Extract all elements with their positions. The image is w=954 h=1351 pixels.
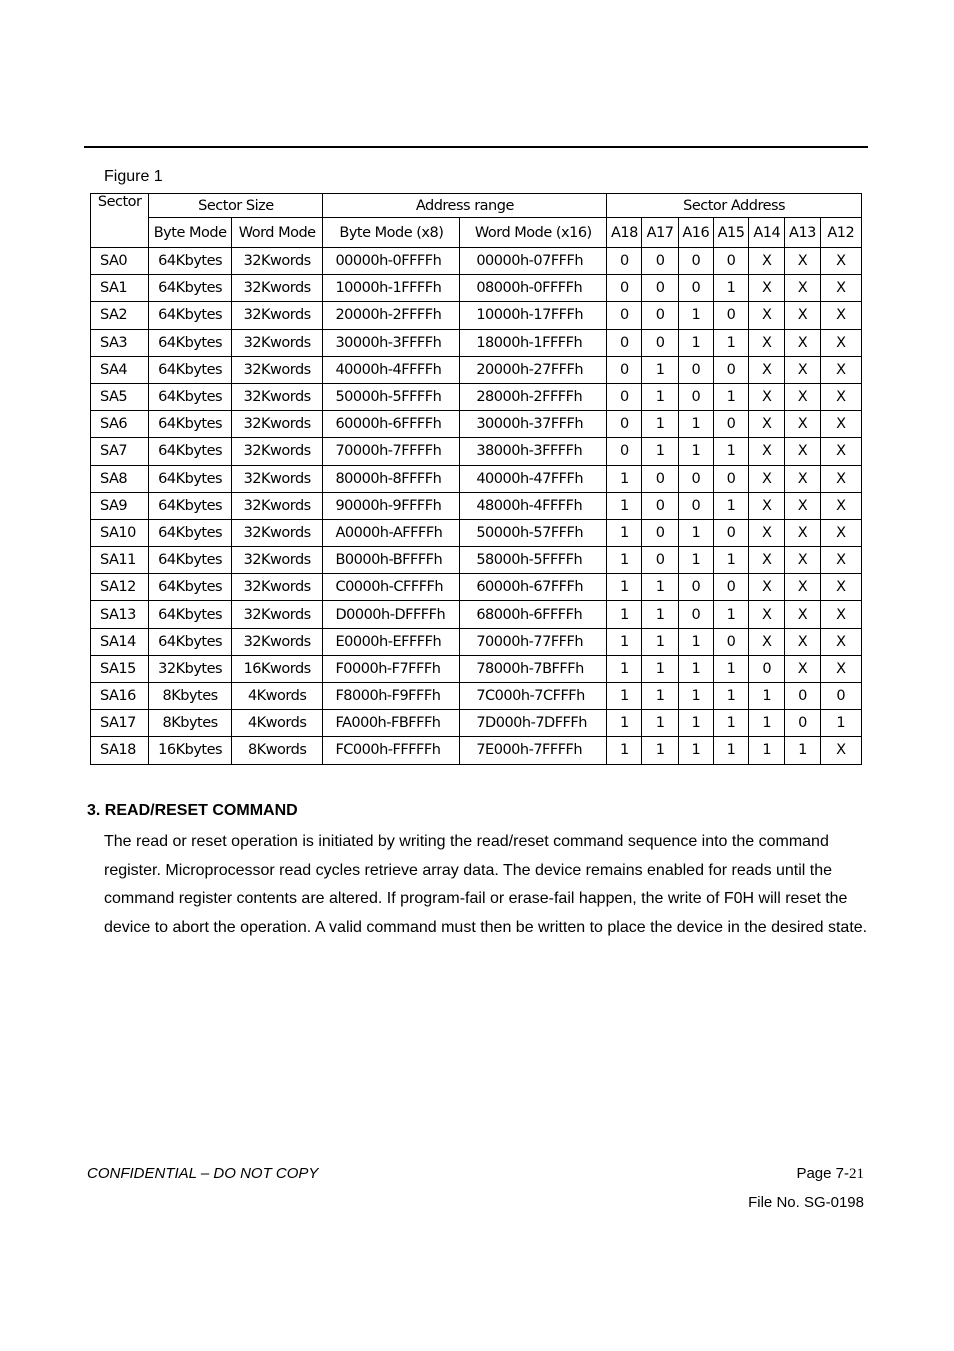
a12-cell: X bbox=[820, 628, 861, 655]
byte-range-cell: 70000h-7FFFFh bbox=[323, 438, 460, 465]
a18-cell: 1 bbox=[607, 683, 642, 710]
a12-cell: X bbox=[820, 275, 861, 302]
byte-range-cell: F0000h-F7FFFh bbox=[323, 655, 460, 682]
a18-cell: 1 bbox=[607, 655, 642, 682]
a16-cell: 0 bbox=[678, 248, 713, 275]
byte-range-cell: 80000h-8FFFFh bbox=[323, 465, 460, 492]
word-size-cell: 32Kwords bbox=[231, 492, 323, 519]
a13-cell: X bbox=[785, 248, 820, 275]
word-size-cell: 32Kwords bbox=[231, 302, 323, 329]
a15-cell: 1 bbox=[713, 383, 748, 410]
sector-name-cell: SA11 bbox=[91, 547, 149, 574]
sector-name-cell: SA14 bbox=[91, 628, 149, 655]
a15-cell: 1 bbox=[713, 601, 748, 628]
a12-cell: X bbox=[820, 574, 861, 601]
byte-range-cell: C0000h-CFFFFh bbox=[323, 574, 460, 601]
byte-size-cell: 64Kbytes bbox=[149, 601, 232, 628]
a13-cell: X bbox=[785, 383, 820, 410]
a14-cell: X bbox=[749, 275, 785, 302]
byte-size-cell: 64Kbytes bbox=[149, 275, 232, 302]
header-row-columns bbox=[91, 218, 862, 248]
page-label: Page 7- bbox=[796, 1165, 849, 1182]
word-size-cell: 32Kwords bbox=[231, 547, 323, 574]
word-size-cell: 32Kwords bbox=[231, 438, 323, 465]
a16-cell: 0 bbox=[678, 275, 713, 302]
a17-cell: 1 bbox=[642, 383, 678, 410]
header-row-groups bbox=[91, 194, 862, 218]
byte-range-cell: 00000h-0FFFFh bbox=[323, 248, 460, 275]
a12-cell: X bbox=[820, 302, 861, 329]
a12-cell: 0 bbox=[820, 683, 861, 710]
word-size-cell: 32Kwords bbox=[231, 574, 323, 601]
word-range-cell: 10000h-17FFFh bbox=[460, 302, 607, 329]
byte-size-cell: 64Kbytes bbox=[149, 329, 232, 356]
a13-cell: X bbox=[785, 519, 820, 546]
word-range-cell: 28000h-2FFFFh bbox=[460, 383, 607, 410]
a18-cell: 0 bbox=[607, 302, 642, 329]
sector-name-cell: SA13 bbox=[91, 601, 149, 628]
table-row bbox=[91, 438, 862, 465]
a13-cell: X bbox=[785, 601, 820, 628]
a16-cell: 1 bbox=[678, 737, 713, 764]
a16-cell: 1 bbox=[678, 302, 713, 329]
a18-cell: 0 bbox=[607, 411, 642, 438]
sector-name-cell: SA10 bbox=[91, 519, 149, 546]
table-row bbox=[91, 383, 862, 410]
a14-cell: 1 bbox=[749, 683, 785, 710]
header-a17: A17 bbox=[642, 218, 678, 248]
byte-size-cell: 64Kbytes bbox=[149, 519, 232, 546]
sector-name-cell: SA12 bbox=[91, 574, 149, 601]
byte-size-cell: 64Kbytes bbox=[149, 628, 232, 655]
a16-cell: 1 bbox=[678, 329, 713, 356]
header-word-mode-x16: Word Mode (x16) bbox=[460, 218, 607, 248]
header-sector: Sector bbox=[91, 194, 149, 248]
sector-name-cell: SA7 bbox=[91, 438, 149, 465]
sector-name-cell: SA6 bbox=[91, 411, 149, 438]
a17-cell: 1 bbox=[642, 655, 678, 682]
a14-cell: 0 bbox=[749, 655, 785, 682]
byte-size-cell: 64Kbytes bbox=[149, 574, 232, 601]
a14-cell: X bbox=[749, 574, 785, 601]
word-size-cell: 32Kwords bbox=[231, 248, 323, 275]
a14-cell: X bbox=[749, 465, 785, 492]
a18-cell: 0 bbox=[607, 248, 642, 275]
header-rule bbox=[84, 146, 868, 148]
byte-range-cell: F8000h-F9FFFh bbox=[323, 683, 460, 710]
a18-cell: 1 bbox=[607, 737, 642, 764]
a12-cell: X bbox=[820, 248, 861, 275]
a14-cell: X bbox=[749, 302, 785, 329]
word-range-cell: 50000h-57FFFh bbox=[460, 519, 607, 546]
a15-cell: 1 bbox=[713, 710, 748, 737]
word-range-cell: 00000h-07FFFh bbox=[460, 248, 607, 275]
a16-cell: 1 bbox=[678, 519, 713, 546]
byte-size-cell: 8Kbytes bbox=[149, 710, 232, 737]
a16-cell: 0 bbox=[678, 574, 713, 601]
word-range-cell: 60000h-67FFFh bbox=[460, 574, 607, 601]
word-size-cell: 32Kwords bbox=[231, 329, 323, 356]
a15-cell: 0 bbox=[713, 574, 748, 601]
a17-cell: 1 bbox=[642, 683, 678, 710]
byte-size-cell: 64Kbytes bbox=[149, 383, 232, 410]
word-range-cell: 30000h-37FFFh bbox=[460, 411, 607, 438]
word-size-cell: 32Kwords bbox=[231, 411, 323, 438]
word-range-cell: 08000h-0FFFFh bbox=[460, 275, 607, 302]
a13-cell: X bbox=[785, 356, 820, 383]
a14-cell: X bbox=[749, 383, 785, 410]
a15-cell: 0 bbox=[713, 628, 748, 655]
byte-size-cell: 64Kbytes bbox=[149, 465, 232, 492]
section-paragraph: The read or reset operation is initiated by writing the read/reset command sequence into the command register. Microprocessor read cycles retrieve array data. The device remains enabled for reads until the command register contents are altered. If program-fail or erase-fail happen, the write of F0H will reset the device to abort the operation. A valid command must then be written to place the device in the desired state. bbox=[104, 833, 868, 937]
a13-cell: X bbox=[785, 329, 820, 356]
byte-size-cell: 64Kbytes bbox=[149, 492, 232, 519]
a12-cell: X bbox=[820, 356, 861, 383]
a17-cell: 1 bbox=[642, 628, 678, 655]
a18-cell: 0 bbox=[607, 438, 642, 465]
a13-cell: X bbox=[785, 574, 820, 601]
a18-cell: 1 bbox=[607, 628, 642, 655]
byte-size-cell: 64Kbytes bbox=[149, 411, 232, 438]
table-row bbox=[91, 628, 862, 655]
table-row bbox=[91, 302, 862, 329]
a17-cell: 1 bbox=[642, 438, 678, 465]
header-byte-mode: Byte Mode bbox=[149, 218, 232, 248]
header-word-mode: Word Mode bbox=[231, 218, 323, 248]
table-row bbox=[91, 710, 862, 737]
a13-cell: 0 bbox=[785, 710, 820, 737]
a18-cell: 1 bbox=[607, 601, 642, 628]
byte-range-cell: 50000h-5FFFFh bbox=[323, 383, 460, 410]
byte-range-cell: 30000h-3FFFFh bbox=[323, 329, 460, 356]
header-a14: A14 bbox=[749, 218, 785, 248]
figure-label: Figure 1 bbox=[104, 168, 163, 185]
word-range-cell: 20000h-27FFFh bbox=[460, 356, 607, 383]
sector-name-cell: SA16 bbox=[91, 683, 149, 710]
table-row bbox=[91, 547, 862, 574]
sector-name-cell: SA15 bbox=[91, 655, 149, 682]
sector-name-cell: SA8 bbox=[91, 465, 149, 492]
a18-cell: 1 bbox=[607, 492, 642, 519]
word-size-cell: 8Kwords bbox=[231, 737, 323, 764]
byte-size-cell: 64Kbytes bbox=[149, 438, 232, 465]
word-size-cell: 4Kwords bbox=[231, 683, 323, 710]
a16-cell: 1 bbox=[678, 710, 713, 737]
word-range-cell: 70000h-77FFFh bbox=[460, 628, 607, 655]
sector-name-cell: SA18 bbox=[91, 737, 149, 764]
a12-cell: X bbox=[820, 655, 861, 682]
a16-cell: 1 bbox=[678, 547, 713, 574]
word-size-cell: 32Kwords bbox=[231, 275, 323, 302]
word-range-cell: 18000h-1FFFFh bbox=[460, 329, 607, 356]
a12-cell: 1 bbox=[820, 710, 861, 737]
table-row bbox=[91, 356, 862, 383]
sector-name-cell: SA2 bbox=[91, 302, 149, 329]
confidential-notice: CONFIDENTIAL – DO NOT COPY bbox=[87, 1165, 319, 1182]
a13-cell: X bbox=[785, 275, 820, 302]
a14-cell: X bbox=[749, 248, 785, 275]
word-size-cell: 32Kwords bbox=[231, 465, 323, 492]
a13-cell: X bbox=[785, 438, 820, 465]
a12-cell: X bbox=[820, 547, 861, 574]
table-row bbox=[91, 465, 862, 492]
a17-cell: 1 bbox=[642, 710, 678, 737]
a16-cell: 0 bbox=[678, 383, 713, 410]
a17-cell: 1 bbox=[642, 601, 678, 628]
sector-table-body bbox=[91, 248, 862, 765]
byte-size-cell: 64Kbytes bbox=[149, 547, 232, 574]
table-row bbox=[91, 248, 862, 275]
a17-cell: 1 bbox=[642, 356, 678, 383]
byte-range-cell: 90000h-9FFFFh bbox=[323, 492, 460, 519]
a15-cell: 1 bbox=[713, 492, 748, 519]
header-address-range: Address range bbox=[323, 194, 607, 218]
a18-cell: 0 bbox=[607, 329, 642, 356]
a15-cell: 0 bbox=[713, 465, 748, 492]
header-sector-size: Sector Size bbox=[149, 194, 323, 218]
a14-cell: 1 bbox=[749, 710, 785, 737]
word-range-cell: 7D000h-7DFFFh bbox=[460, 710, 607, 737]
a12-cell: X bbox=[820, 411, 861, 438]
a14-cell: X bbox=[749, 547, 785, 574]
byte-range-cell: E0000h-EFFFFh bbox=[323, 628, 460, 655]
a12-cell: X bbox=[820, 519, 861, 546]
table-row bbox=[91, 737, 862, 764]
byte-range-cell: 10000h-1FFFFh bbox=[323, 275, 460, 302]
byte-range-cell: D0000h-DFFFFh bbox=[323, 601, 460, 628]
a15-cell: 0 bbox=[713, 356, 748, 383]
sector-name-cell: SA0 bbox=[91, 248, 149, 275]
a13-cell: X bbox=[785, 302, 820, 329]
a15-cell: 1 bbox=[713, 275, 748, 302]
word-size-cell: 16Kwords bbox=[231, 655, 323, 682]
a18-cell: 0 bbox=[607, 275, 642, 302]
a14-cell: X bbox=[749, 628, 785, 655]
byte-size-cell: 64Kbytes bbox=[149, 248, 232, 275]
sector-name-cell: SA1 bbox=[91, 275, 149, 302]
a13-cell: X bbox=[785, 492, 820, 519]
byte-size-cell: 32Kbytes bbox=[149, 655, 232, 682]
byte-range-cell: 60000h-6FFFFh bbox=[323, 411, 460, 438]
word-range-cell: 7E000h-7FFFFh bbox=[460, 737, 607, 764]
a17-cell: 0 bbox=[642, 329, 678, 356]
table-row bbox=[91, 655, 862, 682]
a16-cell: 0 bbox=[678, 601, 713, 628]
a17-cell: 0 bbox=[642, 275, 678, 302]
a13-cell: X bbox=[785, 411, 820, 438]
a17-cell: 0 bbox=[642, 547, 678, 574]
a17-cell: 1 bbox=[642, 574, 678, 601]
sector-name-cell: SA3 bbox=[91, 329, 149, 356]
a18-cell: 1 bbox=[607, 465, 642, 492]
file-number: File No. SG-0198 bbox=[748, 1194, 864, 1211]
a17-cell: 0 bbox=[642, 465, 678, 492]
a14-cell: X bbox=[749, 329, 785, 356]
byte-range-cell: 20000h-2FFFFh bbox=[323, 302, 460, 329]
table-row bbox=[91, 574, 862, 601]
byte-size-cell: 64Kbytes bbox=[149, 302, 232, 329]
table-row bbox=[91, 683, 862, 710]
sector-table bbox=[90, 193, 862, 765]
word-range-cell: 68000h-6FFFFh bbox=[460, 601, 607, 628]
word-range-cell: 48000h-4FFFFh bbox=[460, 492, 607, 519]
a13-cell: X bbox=[785, 628, 820, 655]
header-sector-address: Sector Address bbox=[607, 194, 862, 218]
word-range-cell: 40000h-47FFFh bbox=[460, 465, 607, 492]
header-a12: A12 bbox=[820, 218, 861, 248]
a13-cell: 1 bbox=[785, 737, 820, 764]
a12-cell: X bbox=[820, 438, 861, 465]
a13-cell: 0 bbox=[785, 683, 820, 710]
a18-cell: 1 bbox=[607, 547, 642, 574]
a18-cell: 0 bbox=[607, 356, 642, 383]
a15-cell: 1 bbox=[713, 438, 748, 465]
a14-cell: 1 bbox=[749, 737, 785, 764]
a15-cell: 1 bbox=[713, 737, 748, 764]
word-range-cell: 78000h-7BFFFh bbox=[460, 655, 607, 682]
byte-range-cell: FC000h-FFFFFh bbox=[323, 737, 460, 764]
a12-cell: X bbox=[820, 737, 861, 764]
a12-cell: X bbox=[820, 465, 861, 492]
a17-cell: 1 bbox=[642, 737, 678, 764]
sector-name-cell: SA5 bbox=[91, 383, 149, 410]
byte-size-cell: 8Kbytes bbox=[149, 683, 232, 710]
a18-cell: 1 bbox=[607, 574, 642, 601]
a17-cell: 1 bbox=[642, 411, 678, 438]
a12-cell: X bbox=[820, 329, 861, 356]
a17-cell: 0 bbox=[642, 302, 678, 329]
a12-cell: X bbox=[820, 601, 861, 628]
header-a16: A16 bbox=[678, 218, 713, 248]
a16-cell: 1 bbox=[678, 628, 713, 655]
a16-cell: 0 bbox=[678, 492, 713, 519]
a17-cell: 0 bbox=[642, 248, 678, 275]
a13-cell: X bbox=[785, 465, 820, 492]
table-row bbox=[91, 329, 862, 356]
a13-cell: X bbox=[785, 547, 820, 574]
byte-range-cell: A0000h-AFFFFh bbox=[323, 519, 460, 546]
a15-cell: 0 bbox=[713, 248, 748, 275]
byte-range-cell: 40000h-4FFFFh bbox=[323, 356, 460, 383]
a15-cell: 1 bbox=[713, 547, 748, 574]
byte-range-cell: B0000h-BFFFFh bbox=[323, 547, 460, 574]
word-size-cell: 32Kwords bbox=[231, 356, 323, 383]
word-size-cell: 32Kwords bbox=[231, 628, 323, 655]
table-row bbox=[91, 275, 862, 302]
page-number bbox=[796, 1165, 864, 1183]
a15-cell: 0 bbox=[713, 519, 748, 546]
a14-cell: X bbox=[749, 356, 785, 383]
a15-cell: 0 bbox=[713, 411, 748, 438]
a16-cell: 1 bbox=[678, 438, 713, 465]
a16-cell: 0 bbox=[678, 356, 713, 383]
a15-cell: 1 bbox=[713, 655, 748, 682]
a12-cell: X bbox=[820, 492, 861, 519]
header-a15: A15 bbox=[713, 218, 748, 248]
word-size-cell: 4Kwords bbox=[231, 710, 323, 737]
word-size-cell: 32Kwords bbox=[231, 383, 323, 410]
table-row bbox=[91, 601, 862, 628]
header-byte-mode-x8: Byte Mode (x8) bbox=[323, 218, 460, 248]
header-a18: A18 bbox=[607, 218, 642, 248]
table-row bbox=[91, 519, 862, 546]
table-row bbox=[91, 492, 862, 519]
a18-cell: 0 bbox=[607, 383, 642, 410]
a18-cell: 1 bbox=[607, 519, 642, 546]
word-size-cell: 32Kwords bbox=[231, 519, 323, 546]
a15-cell: 1 bbox=[713, 329, 748, 356]
a14-cell: X bbox=[749, 519, 785, 546]
byte-size-cell: 16Kbytes bbox=[149, 737, 232, 764]
a14-cell: X bbox=[749, 438, 785, 465]
a12-cell: X bbox=[820, 383, 861, 410]
byte-range-cell: FA000h-FBFFFh bbox=[323, 710, 460, 737]
a16-cell: 1 bbox=[678, 655, 713, 682]
a13-cell: X bbox=[785, 655, 820, 682]
word-range-cell: 7C000h-7CFFFh bbox=[460, 683, 607, 710]
a18-cell: 1 bbox=[607, 710, 642, 737]
a15-cell: 1 bbox=[713, 683, 748, 710]
word-range-cell: 38000h-3FFFFh bbox=[460, 438, 607, 465]
a16-cell: 1 bbox=[678, 411, 713, 438]
a14-cell: X bbox=[749, 411, 785, 438]
sector-name-cell: SA4 bbox=[91, 356, 149, 383]
section-title: 3. READ/RESET COMMAND bbox=[87, 802, 298, 819]
a16-cell: 1 bbox=[678, 683, 713, 710]
header-a13: A13 bbox=[785, 218, 820, 248]
a17-cell: 0 bbox=[642, 492, 678, 519]
a15-cell: 0 bbox=[713, 302, 748, 329]
table-row bbox=[91, 411, 862, 438]
sector-name-cell: SA9 bbox=[91, 492, 149, 519]
word-size-cell: 32Kwords bbox=[231, 601, 323, 628]
a16-cell: 0 bbox=[678, 465, 713, 492]
a17-cell: 0 bbox=[642, 519, 678, 546]
a14-cell: X bbox=[749, 601, 785, 628]
page-number-value: 21 bbox=[849, 1166, 864, 1182]
a14-cell: X bbox=[749, 492, 785, 519]
sector-name-cell: SA17 bbox=[91, 710, 149, 737]
word-range-cell: 58000h-5FFFFh bbox=[460, 547, 607, 574]
byte-size-cell: 64Kbytes bbox=[149, 356, 232, 383]
